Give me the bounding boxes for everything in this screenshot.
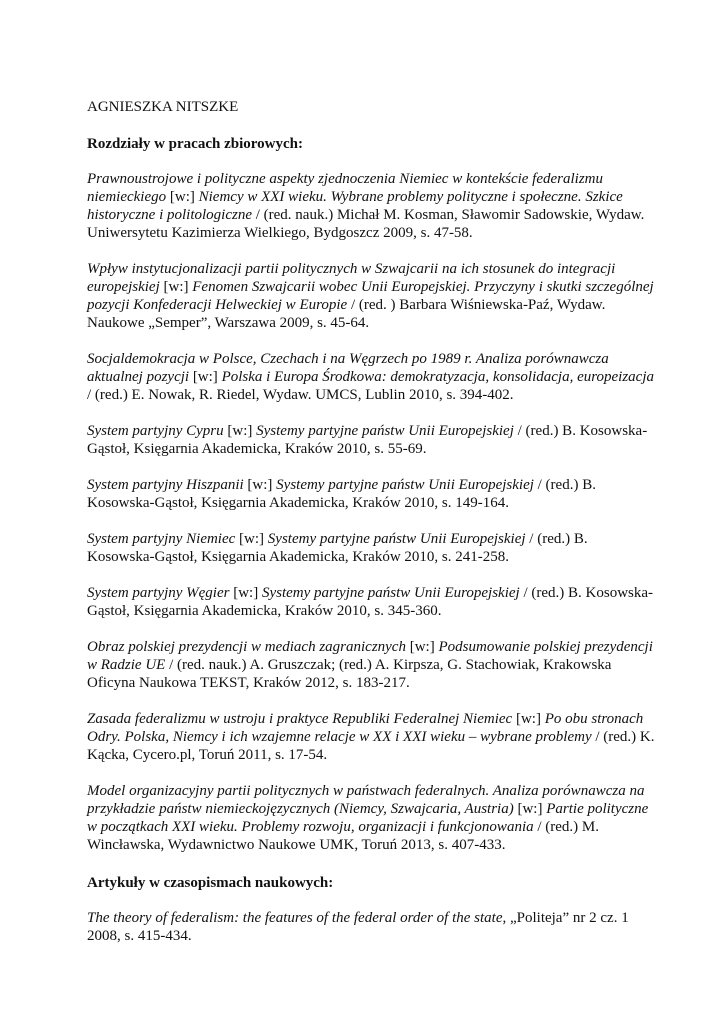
author-name: AGNIESZKA NITSZKE bbox=[87, 99, 239, 115]
section-heading: Artykuły w czasopismach naukowych: bbox=[87, 875, 334, 891]
bibliography-entry bbox=[87, 170, 655, 242]
entry-plain-text: / (red.) B. Kosowska-Gąstoł, Księgarnia Akademicka, Kraków 2010, s. 55-69. bbox=[87, 423, 648, 457]
entry-title-text: Socjaldemokracja w Polsce, Czechach i na Węgrzech po 1989 r. Analiza porównawcza aktualnej pozycji bbox=[87, 351, 609, 385]
entry-title-text: Partie polityczne w początkach XXI wieku. Problemy rozwoju, organizacji i funkcjonowania bbox=[87, 801, 649, 835]
entry-title-text: Systemy partyjne państw Unii Europejskiej bbox=[261, 585, 520, 601]
entry-plain-text: [w:] bbox=[229, 585, 262, 601]
entry-title-text: System partyjny Węgier bbox=[87, 585, 230, 601]
entry-plain-text: [w:] bbox=[512, 711, 545, 727]
entry-title-text: Fenomen Szwajcarii wobec Unii Europejskiej. Przyczyny i skutki szczególnej pozycji Konfederacji Helweckiej w Europie bbox=[87, 279, 654, 313]
entry-title-text: Polska i Europa Środkowa: demokratyzacja, konsolidacja, europeizacja bbox=[221, 369, 654, 385]
entry-plain-text: [w:] bbox=[513, 801, 547, 817]
entry-plain-text: [w:] bbox=[405, 639, 439, 655]
entry-title-text: Podsumowanie polskiej prezydencji w Radzie UE bbox=[87, 639, 653, 673]
entry-title-text: System partyjny Cypru bbox=[87, 423, 224, 439]
entry-plain-text: [w:] bbox=[223, 423, 257, 439]
entry-plain-text: [w:] bbox=[243, 477, 277, 493]
entry-plain-text: / (red.) K. Kącka, Cycero.pl, Toruń 2011, s. 17-54. bbox=[87, 729, 655, 763]
entry-plain-text: / (red.) B. Kosowska-Gąstoł, Księgarnia Akademicka, Kraków 2010, s. 345-360. bbox=[87, 585, 654, 619]
entry-title-text: Wpływ instytucjonalizacji partii politycznych w Szwajcarii na ich stosunek do integracji europejskiej bbox=[87, 261, 616, 295]
entry-title-text: Obraz polskiej prezydencji w mediach zagranicznych bbox=[87, 639, 406, 655]
entry-title-text: Niemcy w XXI wieku. Wybrane problemy polityczne i społeczne. Szkice historyczne i politologiczne bbox=[87, 189, 623, 223]
entry-title-text: Po obu stronach Odry. Polska, Niemcy i ich wzajemne relacje w XX i XXI wieku – wybrane problemy bbox=[87, 711, 644, 745]
entry-title-text: The theory of federalism: the features of the federal order of the state bbox=[87, 910, 503, 926]
entry-title-text: Model organizacyjny partii politycznych w państwach federalnych. Analiza porównawcza na przykładzie państw niemieckojęzycznych (Niemcy, Szwajcaria, Austria) bbox=[87, 783, 645, 817]
bibliography-entry bbox=[87, 350, 655, 404]
entry-title-text: Zasada federalizmu w ustroju i praktyce Republiki Federalnej Niemiec bbox=[87, 711, 513, 727]
bibliography-entry bbox=[87, 710, 655, 764]
entry-title-text: Systemy partyjne państw Unii Europejskiej bbox=[276, 477, 534, 493]
entry-plain-text: [w:] bbox=[189, 369, 222, 385]
entry-plain-text: [w:] bbox=[159, 279, 193, 295]
bibliography-entry bbox=[87, 260, 655, 332]
entry-plain-text: , „Politeja” nr 2 cz. 1 2008, s. 415-434. bbox=[87, 910, 629, 944]
entry-title-text: System partyjny Hiszpanii bbox=[87, 477, 244, 493]
entry-title-text: System partyjny Niemiec bbox=[87, 531, 236, 547]
bibliography-entry bbox=[87, 530, 655, 566]
entry-plain-text: / (red.) E. Nowak, R. Riedel, Wydaw. UMCS, Lublin 2010, s. 394-402. bbox=[87, 387, 514, 403]
bibliography-entry bbox=[87, 476, 655, 512]
entry-plain-text: / (red.) M. Wincławska, Wydawnictwo Naukowe UMK, Toruń 2013, s. 407-433. bbox=[87, 819, 600, 853]
entry-plain-text: / (red. nauk.) Michał M. Kosman, Sławomir Sadowskie, Wydaw. Uniwersytetu Kazimierza Wielkiego, Bydgoszcz 2009, s. 47-58. bbox=[87, 207, 645, 241]
bibliography-entry bbox=[87, 782, 655, 854]
bibliography-entry bbox=[87, 584, 655, 620]
entry-plain-text: [w:] bbox=[235, 531, 268, 547]
bibliography-entry bbox=[87, 422, 655, 458]
entry-plain-text: / (red. ) Barbara Wiśniewska-Paź, Wydaw. Naukowe „Semper”, Warszawa 2009, s. 45-64. bbox=[87, 297, 606, 331]
bibliography-entry bbox=[87, 909, 655, 945]
entry-plain-text: / (red.) B. Kosowska-Gąstoł, Księgarnia Akademicka, Kraków 2010, s. 149-164. bbox=[87, 477, 596, 511]
sections bbox=[87, 135, 655, 945]
entry-title-text: Systemy partyjne państw Unii Europejskiej bbox=[256, 423, 514, 439]
section-heading: Rozdziały w pracach zbiorowych: bbox=[87, 136, 303, 152]
entry-plain-text: / (red. nauk.) A. Gruszczak; (red.) A. Kirpsza, G. Stachowiak, Krakowska Oficyna Naukowa TEKST, Kraków 2012, s. 183-217. bbox=[87, 657, 612, 691]
entry-plain-text: [w:] bbox=[166, 189, 199, 205]
entry-title-text: Prawnoustrojowe i polityczne aspekty zjednoczenia Niemiec w kontekście federalizmu niemieckiego bbox=[87, 171, 603, 205]
bibliography-entry bbox=[87, 638, 655, 692]
entry-plain-text: / (red.) B. Kosowska-Gąstoł, Księgarnia Akademicka, Kraków 2010, s. 241-258. bbox=[87, 531, 588, 565]
entry-title-text: Systemy partyjne państw Unii Europejskiej bbox=[267, 531, 526, 547]
